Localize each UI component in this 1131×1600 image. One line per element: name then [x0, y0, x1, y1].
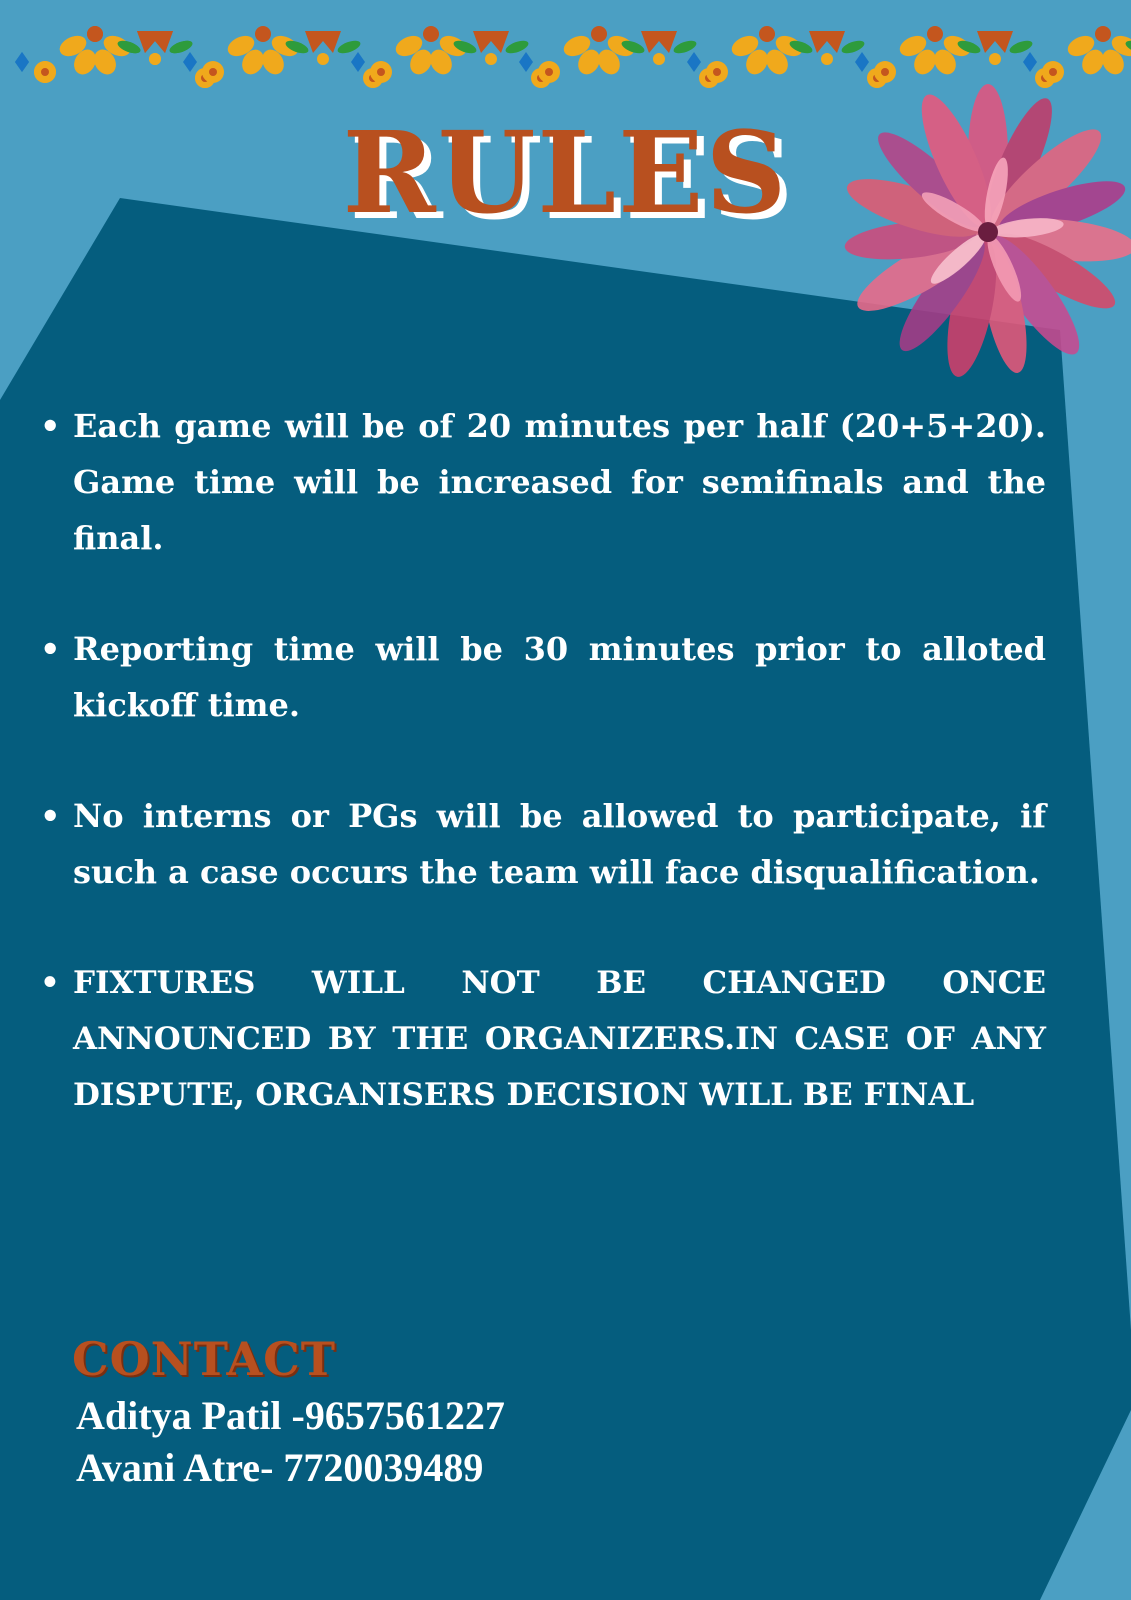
rule-text: FIXTURES WILL NOT BE CHANGED ONCE ANNOUNCED BY THE ORGANIZERS.IN CASE OF ANY DISPUTE, ORGANISERS DECISION WILL BE FINAL	[73, 965, 1046, 1113]
rule-text: No interns or PGs will be allowed to participate, if such a case occurs the team will face disqualification.	[73, 797, 1046, 891]
floral-border-pattern	[15, 26, 1131, 88]
contact-line: Avani Atre- 7720039489	[76, 1445, 484, 1490]
bullet-icon: •	[40, 965, 60, 1001]
rules-list	[40, 398, 1046, 1178]
rule-item	[40, 955, 1046, 1123]
bullet-icon: •	[40, 630, 61, 668]
contact-heading: CONTACT	[72, 1332, 336, 1386]
rule-text: Each game will be of 20 minutes per half (20+5+20). Game time will be increased for semifinals and the final.	[73, 407, 1046, 557]
contact-line: Aditya Patil -9657561227	[76, 1393, 505, 1438]
bullet-icon: •	[40, 797, 61, 835]
bullet-icon: •	[40, 407, 61, 445]
page-title: RULES	[342, 108, 789, 239]
rule-item	[40, 621, 1046, 733]
rule-item	[40, 788, 1046, 900]
rule-item	[40, 398, 1046, 566]
rule-text: Reporting time will be 30 minutes prior to alloted kickoff time.	[73, 630, 1046, 724]
